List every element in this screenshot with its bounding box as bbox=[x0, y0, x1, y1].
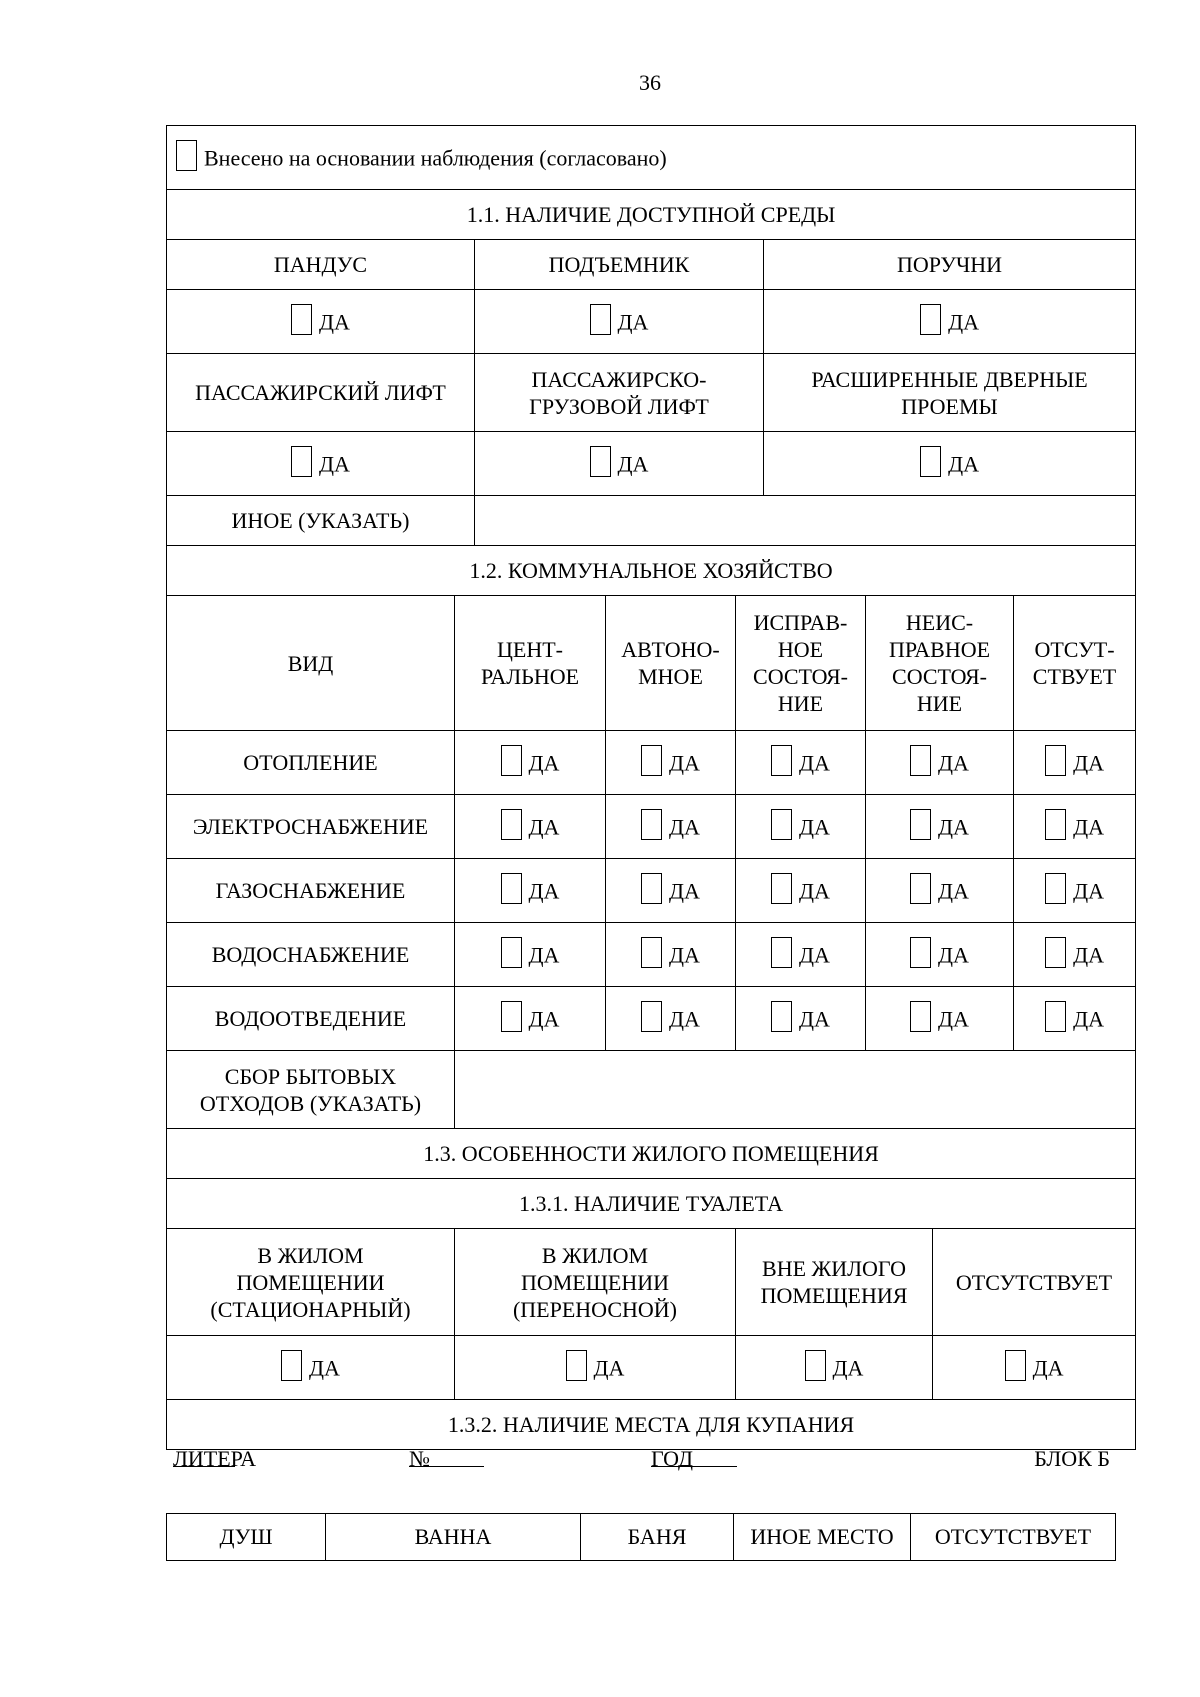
autonomous-checkbox[interactable] bbox=[641, 809, 662, 840]
yes-label: ДА bbox=[528, 814, 560, 840]
utility-row bbox=[167, 859, 1136, 923]
toilet-stationary-checkbox[interactable] bbox=[281, 1350, 302, 1381]
yes-label: ДА bbox=[528, 878, 560, 904]
passenger-lift-checkbox[interactable] bbox=[291, 446, 312, 477]
ramp-yes-cell bbox=[167, 290, 475, 354]
yes-label: ДА bbox=[832, 1355, 864, 1381]
yes-label: ДА bbox=[528, 942, 560, 968]
yes-label: ДА bbox=[1073, 878, 1104, 904]
utility-row bbox=[167, 923, 1136, 987]
yes-label: ДА bbox=[617, 451, 649, 477]
lift-platform-yes-cell bbox=[475, 290, 764, 354]
autonomous-checkbox[interactable] bbox=[641, 873, 662, 904]
faulty-checkbox[interactable] bbox=[910, 937, 931, 968]
waste-collection-label: СБОР БЫТОВЫХ ОТХОДОВ (УКАЗАТЬ) bbox=[167, 1051, 455, 1129]
bathing-shower: ДУШ bbox=[167, 1514, 326, 1561]
yes-label: ДА bbox=[1073, 814, 1104, 840]
utility-name: ОТОПЛЕНИЕ bbox=[167, 731, 455, 795]
wide-doors-checkbox[interactable] bbox=[920, 446, 941, 477]
yes-label: ДА bbox=[1073, 1006, 1104, 1032]
handrails-yes-cell bbox=[764, 290, 1136, 354]
lift-platform-header: ПОДЪЕМНИК bbox=[475, 240, 764, 290]
observation-label: Внесено на основании наблюдения (согласовано) bbox=[204, 145, 667, 171]
toilet-outside-checkbox[interactable] bbox=[805, 1350, 826, 1381]
waste-collection-field[interactable] bbox=[455, 1051, 1136, 1129]
form-table bbox=[166, 125, 1136, 1450]
wide-doors-header: РАСШИРЕННЫЕ ДВЕРНЫЕ ПРОЕМЫ bbox=[764, 354, 1136, 432]
absent-checkbox[interactable] bbox=[1045, 873, 1066, 904]
toilet-portable-checkbox[interactable] bbox=[566, 1350, 587, 1381]
yes-label: ДА bbox=[938, 814, 969, 840]
passenger-lift-yes-cell bbox=[167, 432, 475, 496]
yes-label: ДА bbox=[938, 878, 969, 904]
absent-header: ОТСУТ- СТВУЕТ bbox=[1014, 596, 1136, 731]
year-blank[interactable] bbox=[651, 1446, 737, 1467]
yes-label: ДА bbox=[309, 1355, 340, 1381]
observation-row bbox=[167, 126, 1136, 190]
absent-checkbox[interactable] bbox=[1045, 1001, 1066, 1032]
yes-label: ДА bbox=[669, 942, 700, 968]
faulty-checkbox[interactable] bbox=[910, 873, 931, 904]
yes-label: ДА bbox=[938, 1006, 969, 1032]
bathing-table bbox=[166, 1513, 1116, 1561]
freight-lift-yes-cell bbox=[475, 432, 764, 496]
observation-cell bbox=[167, 126, 1136, 190]
central-checkbox[interactable] bbox=[501, 937, 522, 968]
ramp-header: ПАНДУС bbox=[167, 240, 475, 290]
utility-name: ВОДООТВЕДЕНИЕ bbox=[167, 987, 455, 1051]
yes-label: ДА bbox=[669, 878, 700, 904]
yes-label: ДА bbox=[799, 1006, 830, 1032]
observation-checkbox[interactable] bbox=[176, 140, 197, 171]
central-checkbox[interactable] bbox=[501, 873, 522, 904]
faulty-header: НЕИС- ПРАВНОЕ СОСТОЯ- НИЕ bbox=[866, 596, 1014, 731]
autonomous-checkbox[interactable] bbox=[641, 745, 662, 776]
yes-label: ДА bbox=[528, 1006, 560, 1032]
freight-lift-checkbox[interactable] bbox=[590, 446, 611, 477]
yes-label: ДА bbox=[593, 1355, 625, 1381]
other-accessibility-label: ИНОЕ (УКАЗАТЬ) bbox=[167, 496, 475, 546]
section-1-2-title: 1.2. КОММУНАЛЬНОЕ ХОЗЯЙСТВО bbox=[167, 546, 1136, 596]
year-label: ГОД bbox=[651, 1446, 693, 1471]
utility-name: ЭЛЕКТРОСНАБЖЕНИЕ bbox=[167, 795, 455, 859]
section-1-3-1-title: 1.3.1. НАЛИЧИЕ ТУАЛЕТА bbox=[167, 1179, 1136, 1229]
working-checkbox[interactable] bbox=[771, 937, 792, 968]
wide-doors-yes-cell bbox=[764, 432, 1136, 496]
yes-label: ДА bbox=[938, 942, 969, 968]
bathing-other: ИНОЕ МЕСТО bbox=[734, 1514, 911, 1561]
faulty-checkbox[interactable] bbox=[910, 1001, 931, 1032]
working-checkbox[interactable] bbox=[771, 809, 792, 840]
yes-label: ДА bbox=[948, 451, 979, 477]
freight-lift-header: ПАССАЖИРСКО- ГРУЗОВОЙ ЛИФТ bbox=[475, 354, 764, 432]
autonomous-header: АВТОНО- МНОЕ bbox=[606, 596, 736, 731]
central-checkbox[interactable] bbox=[501, 809, 522, 840]
absent-checkbox[interactable] bbox=[1045, 809, 1066, 840]
passenger-lift-header: ПАССАЖИРСКИЙ ЛИФТ bbox=[167, 354, 475, 432]
number-label: № bbox=[409, 1446, 430, 1471]
faulty-checkbox[interactable] bbox=[910, 745, 931, 776]
autonomous-checkbox[interactable] bbox=[641, 937, 662, 968]
utility-row bbox=[167, 987, 1136, 1051]
utility-row bbox=[167, 731, 1136, 795]
yes-label: ДА bbox=[799, 878, 830, 904]
yes-label: ДА bbox=[799, 942, 830, 968]
section-1-3-title: 1.3. ОСОБЕННОСТИ ЖИЛОГО ПОМЕЩЕНИЯ bbox=[167, 1129, 1136, 1179]
toilet-absent-header: ОТСУТСТВУЕТ bbox=[933, 1229, 1136, 1336]
working-checkbox[interactable] bbox=[771, 1001, 792, 1032]
yes-label: ДА bbox=[1073, 750, 1104, 776]
block-label: БЛОК Б bbox=[1034, 1446, 1110, 1471]
yes-label: ДА bbox=[948, 309, 979, 335]
utility-name: ГАЗОСНАБЖЕНИЕ bbox=[167, 859, 455, 923]
bathing-bathtub: ВАННА bbox=[326, 1514, 581, 1561]
lift-platform-checkbox[interactable] bbox=[590, 304, 611, 335]
absent-checkbox[interactable] bbox=[1045, 937, 1066, 968]
yes-label: ДА bbox=[1032, 1355, 1064, 1381]
yes-label: ДА bbox=[799, 814, 830, 840]
yes-label: ДА bbox=[938, 750, 969, 776]
central-checkbox[interactable] bbox=[501, 1001, 522, 1032]
bathing-absent: ОТСУТСТВУЕТ bbox=[911, 1514, 1116, 1561]
litera-label: ЛИТЕРА bbox=[173, 1446, 256, 1471]
kind-header: ВИД bbox=[167, 596, 455, 731]
central-checkbox[interactable] bbox=[501, 745, 522, 776]
utility-name: ВОДОСНАБЖЕНИЕ bbox=[167, 923, 455, 987]
yes-label: ДА bbox=[669, 1006, 700, 1032]
ramp-checkbox[interactable] bbox=[291, 304, 312, 335]
utility-row bbox=[167, 795, 1136, 859]
yes-label: ДА bbox=[319, 309, 350, 335]
litera-blank[interactable] bbox=[173, 1446, 235, 1467]
toilet-outside-header: ВНЕ ЖИЛОГО ПОМЕЩЕНИЯ bbox=[736, 1229, 933, 1336]
yes-label: ДА bbox=[799, 750, 830, 776]
page-number: 36 bbox=[639, 70, 661, 95]
yes-label: ДА bbox=[669, 814, 700, 840]
working-header: ИСПРАВ- НОЕ СОСТОЯ- НИЕ bbox=[736, 596, 866, 731]
yes-label: ДА bbox=[319, 451, 350, 477]
working-checkbox[interactable] bbox=[771, 873, 792, 904]
bathing-bathhouse: БАНЯ bbox=[581, 1514, 734, 1561]
central-header: ЦЕНТ- РАЛЬНОЕ bbox=[455, 596, 606, 731]
yes-label: ДА bbox=[528, 750, 560, 776]
toilet-portable-header: В ЖИЛОМ ПОМЕЩЕНИИ (ПЕРЕНОСНОЙ) bbox=[455, 1229, 736, 1336]
toilet-absent-checkbox[interactable] bbox=[1005, 1350, 1026, 1381]
handrails-header: ПОРУЧНИ bbox=[764, 240, 1136, 290]
toilet-stationary-header: В ЖИЛОМ ПОМЕЩЕНИИ (СТАЦИОНАРНЫЙ) bbox=[167, 1229, 455, 1336]
other-accessibility-field[interactable] bbox=[475, 496, 1136, 546]
absent-checkbox[interactable] bbox=[1045, 745, 1066, 776]
yes-label: ДА bbox=[669, 750, 700, 776]
yes-label: ДА bbox=[617, 309, 649, 335]
section-1-1-title: 1.1. НАЛИЧИЕ ДОСТУПНОЙ СРЕДЫ bbox=[167, 190, 1136, 240]
number-blank[interactable] bbox=[409, 1446, 484, 1467]
section-1-3-2-title: 1.3.2. НАЛИЧИЕ МЕСТА ДЛЯ КУПАНИЯ bbox=[167, 1400, 1136, 1450]
autonomous-checkbox[interactable] bbox=[641, 1001, 662, 1032]
handrails-checkbox[interactable] bbox=[920, 304, 941, 335]
working-checkbox[interactable] bbox=[771, 745, 792, 776]
yes-label: ДА bbox=[1073, 942, 1104, 968]
faulty-checkbox[interactable] bbox=[910, 809, 931, 840]
